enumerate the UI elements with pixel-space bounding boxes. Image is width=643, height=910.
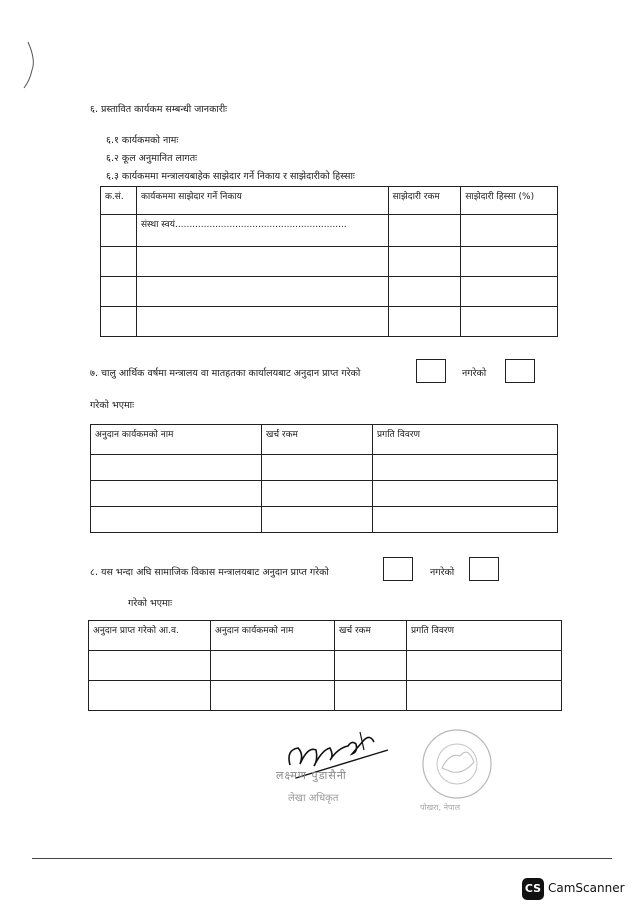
page-bottom-rule [32, 858, 612, 859]
col-header-progress: प्रगति विवरण [373, 425, 558, 455]
section8-if-received: गरेको भएमाः [128, 598, 173, 609]
section8-question: ८. यस भन्दा अघि सामाजिक विकास मन्त्रालयबाट अनुदान प्राप्त गरेको [90, 567, 329, 578]
partner-table [100, 186, 558, 337]
table-row [101, 247, 558, 277]
table-row [89, 651, 562, 681]
table-row [101, 307, 558, 337]
section7-question: ७. चालु आर्थिक वर्षमा मन्त्रालय वा मातहतका कार्यालयबाट अनुदान प्राप्त गरेको [90, 368, 361, 379]
section6-item-programme-name: ६.१ कार्यकमको नामः [106, 135, 179, 146]
table-row [101, 277, 558, 307]
current-year-grant-table [90, 424, 558, 533]
prior-not-received-checkbox[interactable] [469, 557, 499, 581]
camscanner-watermark: CamScanner [548, 881, 625, 895]
col-header-sn: क.सं. [101, 187, 137, 215]
col-header-progress: प्रगति विवरण [407, 621, 562, 651]
section7-not-received-label: नगरेको [462, 368, 487, 379]
partner-self[interactable]: संस्था स्वयं............................................................ [136, 215, 388, 247]
col-header-fiscal-year: अनुदान प्राप्त गरेको आ.व. [89, 621, 211, 651]
col-header-expense: खर्च रकम [262, 425, 373, 455]
received-checkbox[interactable] [416, 359, 446, 383]
table-row [91, 481, 558, 507]
section8-not-received-label: नगरेको [430, 567, 455, 578]
table-row [101, 215, 558, 247]
prior-received-checkbox[interactable] [383, 557, 413, 581]
section7-if-received: गरेको भएमाः [90, 400, 135, 411]
signatory-name: लक्ष्मण पुडासैनी [276, 769, 347, 782]
col-header-partner: कार्यकममा साझेदार गर्ने निकाय [136, 187, 388, 215]
col-header-share: साझेदारी हिस्सा (%) [461, 187, 558, 215]
col-header-grant-name: अनुदान कार्यकमको नाम [91, 425, 262, 455]
camscanner-logo-icon: CS [522, 878, 544, 900]
col-header-amount: साझेदारी रकम [388, 187, 461, 215]
page-edge-mark [22, 40, 42, 90]
not-received-checkbox[interactable] [505, 359, 535, 383]
table-row [91, 507, 558, 533]
section6-heading: ६. प्रस्तावित कार्यकम सम्बन्धी जानकारीः [90, 104, 228, 115]
col-header-expense: खर्च रकम [335, 621, 407, 651]
official-seal [412, 722, 502, 818]
prior-grant-table [88, 620, 562, 711]
signatory-title: लेखा अधिकृत [288, 793, 339, 804]
section6-item-total-cost: ६.२ कूल अनुमानित लागतः [106, 153, 198, 164]
section6-item-partners: ६.३ कार्यकममा मन्त्रालयबाहेक साझेदार गर्ने निकाय र साझेदारीको हिस्साः [106, 171, 355, 182]
col-header-grant-name: अनुदान कार्यकमको नाम [211, 621, 335, 651]
seal-line3: पोखरा, नेपाल [420, 803, 461, 812]
table-row [91, 455, 558, 481]
